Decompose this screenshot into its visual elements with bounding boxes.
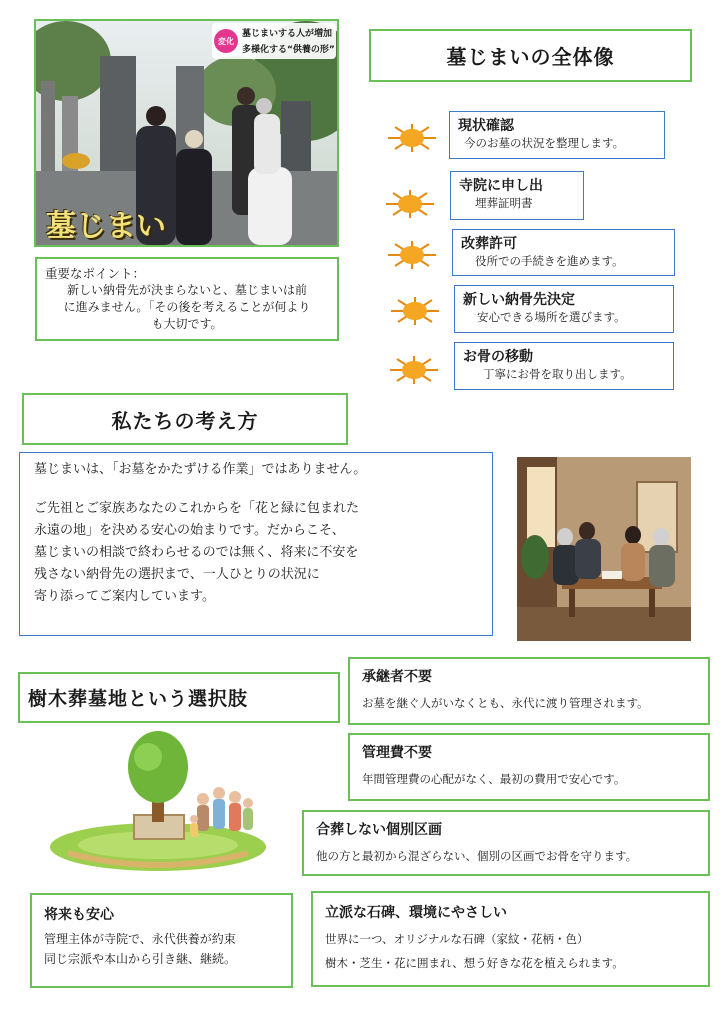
step-4-title: 新しい納骨先決定: [463, 292, 575, 308]
philosophy-line-1: 墓じまいは、「お墓をかたずける作業」ではありません。: [34, 462, 367, 477]
stone-box: [311, 891, 710, 987]
step-5-desc: 丁寧にお骨を取り出します。: [483, 367, 632, 381]
future-title: 将来も安心: [44, 907, 114, 923]
sun-icon: [388, 355, 440, 385]
philosophy-line-4: 墓じまいの相談で終わらせるのでは無く、将来に不安を: [34, 545, 359, 560]
step-2-title: 寺院に申し出: [459, 178, 543, 194]
philosophy-line-2: ご先祖とご家族あなたのこれからを「花と緑に包まれた: [34, 501, 360, 516]
step-5-title: お骨の移動: [463, 349, 533, 365]
philosophy-line-5: 残さない納骨先の選択まで、一人ひとりの状況に: [34, 567, 320, 582]
feature-3-desc: 他の方と最初から混ざらない、個別の区画でお骨を守ります。: [316, 849, 638, 863]
consultation-photo: [517, 457, 691, 641]
hero-photo: [34, 19, 339, 247]
feature-2: [348, 733, 710, 801]
feature-1-desc: お墓を継ぐ人がいなくとも、永代に渡り管理されます。: [362, 696, 649, 710]
sun-icon: [386, 123, 438, 153]
tree-burial-illustration: [48, 727, 268, 875]
hero-headline-1: 墓じまいする人が増加: [242, 29, 333, 39]
point-text-3: も大切です。: [151, 317, 223, 331]
consultation-illustration: [517, 457, 691, 641]
feature-1-title: 承継者不要: [362, 669, 432, 685]
feature-2-title: 管理費不要: [362, 745, 432, 761]
feature-3-title: 合葬しない個別区画: [316, 822, 442, 838]
stone-desc-2: 樹木・芝生・花に囲まれ、想う好きな花を植えられます。: [325, 956, 624, 970]
step-2-desc: 埋葬証明書: [475, 196, 533, 210]
philosophy-title: 私たちの考え方: [22, 393, 348, 445]
stone-title: 立派な石碑、環境にやさしい: [325, 905, 507, 921]
stone-desc-1: 世界に一つ、オリジナルな石碑（家紋・花柄・色）: [325, 932, 589, 946]
point-text-1: 新しい納骨先が決まらないと、墓じまいは前: [66, 283, 307, 297]
future-desc-2: 同じ宗派や本山から引き継、継続。: [44, 952, 237, 966]
hero-caption: 墓じまい: [46, 209, 166, 244]
sun-icon: [386, 240, 438, 270]
step-3: [452, 229, 675, 276]
future-box: [30, 893, 293, 988]
step-4-desc: 安心できる場所を選びます。: [477, 310, 626, 324]
tree-burial-title: 樹木葬墓地という選択肢: [18, 672, 340, 723]
step-1: [449, 111, 665, 159]
hero-badge: 変化: [214, 29, 238, 53]
sun-icon: [389, 296, 441, 326]
step-3-title: 改葬許可: [461, 236, 517, 252]
hero-headline-2: 多様化する“供養の形”: [242, 45, 335, 55]
step-5: [454, 342, 674, 390]
future-desc-1: 管理主体が寺院で、永代供養が約束: [44, 932, 236, 946]
point-text-2: に進みません。「その後を考えることが何より: [63, 300, 311, 314]
philosophy-box: [19, 452, 493, 636]
step-4: [454, 285, 674, 333]
step-3-desc: 役所での手続きを進めます。: [475, 254, 624, 268]
sun-icon: [384, 189, 436, 219]
step-2: [450, 171, 584, 220]
point-title: 重要なポイント：: [45, 266, 146, 281]
overview-title: 墓じまいの全体像: [369, 29, 692, 82]
feature-2-desc: 年間管理費の心配がなく、最初の費用で安心です。: [362, 772, 626, 786]
philosophy-line-3: 永遠の地」を決める安心の始まりです。だからこそ、: [34, 523, 345, 538]
point-box: [35, 257, 339, 341]
philosophy-line-6: 寄り添ってご案内しています。: [34, 589, 215, 604]
hero-headline-box: [212, 23, 336, 59]
feature-1: [348, 657, 710, 725]
feature-3: [302, 810, 710, 876]
step-1-desc: 今のお墓の状況を整理します。: [464, 136, 625, 150]
step-1-title: 現状確認: [458, 118, 514, 134]
